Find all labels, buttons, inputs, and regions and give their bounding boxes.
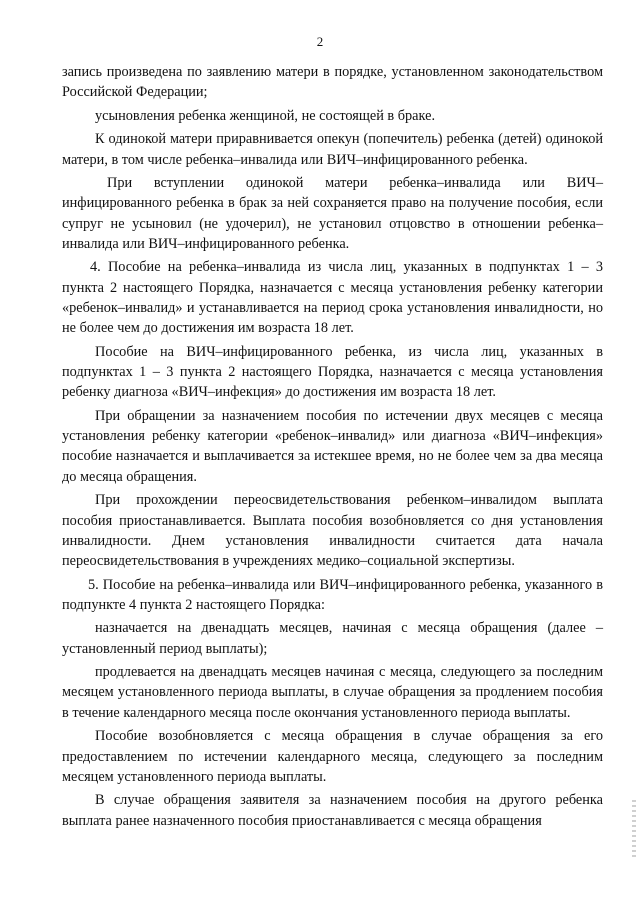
scan-margin-mark (632, 800, 636, 860)
paragraph-11: продлевается на двенадцать месяцев начиная с месяца, следующего за последним месяцем установленного периода выплаты, в случае обращения за продлением пособия в течение календарного месяца после окончания установленного периода выплаты. (62, 664, 603, 721)
paragraph-4: При вступлении одинокой матери ребенка–инвалида или ВИЧ–инфицированного ребенка в брак за ней сохраняется право на получение пособия, если супруг не усыновил (не удочерил), не установил отцовство в отношении ребенка–инвалида или ВИЧ–инфицированного ребенка. (62, 175, 603, 252)
paragraph-12: Пособие возобновляется с месяца обращения в случае обращения за его предоставлением по истечении календарного месяца, следующего за последним месяцем установленного периода выплаты. (62, 728, 603, 785)
document-body (62, 62, 603, 834)
paragraph-2: усыновления ребенка женщиной, не состоящей в браке. (95, 107, 436, 124)
paragraph-13: В случае обращения заявителя за назначением пособия на другого ребенка выплата ранее назначенного пособия приостанавливается с месяца обращения (62, 792, 603, 829)
paragraph-10: назначается на двенадцать месяцев, начиная с месяца обращения (далее – установленный период выплаты); (62, 620, 603, 657)
paragraph-3: К одинокой матери приравнивается опекун (попечитель) ребенка (детей) одинокой матери, в том числе ребенка–инвалида или ВИЧ–инфицированного ребенка. (62, 131, 603, 168)
paragraph-5: 4. Пособие на ребенка–инвалида из числа лиц, указанных в подпунктах 1 – 3 пункта 2 настоящего Порядка, назначается с месяца установления ребенку категории «ребенок–инвалид» и устанавливается на период срока установления инвалидности, но не более чем до достижения им возраста 18 лет. (62, 259, 603, 337)
paragraph-6: Пособие на ВИЧ–инфицированного ребенка, из числа лиц, указанных в подпунктах 1 – 3 пункта 2 настоящего Порядка, назначается с месяца установления ребенку диагноза «ВИЧ–инфекция» до достижения им возраста 18 лет. (62, 343, 603, 401)
paragraph-9: 5. Пособие на ребенка–инвалида или ВИЧ–инфицированного ребенка, указанного в подпункте 4 пункта 2 настоящего Порядка: (62, 576, 603, 613)
page-number: 2 (316, 34, 324, 49)
paragraph-8: При прохождении переосвидетельствования ребенком–инвалидом выплата пособия приостанавливается. Выплата пособия возобновляется со дня установления инвалидности. Днем установления инвалидности считается дата начала переосвидетельствования в учреждениях медико–социальной экспертизы. (62, 492, 603, 570)
paragraph-7: При обращении за назначением пособия по истечении двух месяцев с месяца установления ребенку категории «ребенок–инвалид» или диагноза «ВИЧ–инфекция» пособие назначается и выплачивается за истекшее время, но не более чем за два месяца до месяца обращения. (62, 407, 603, 485)
paragraph-1: запись произведена по заявлению матери в порядке, установленном законодательством Российской Федерации; (62, 64, 603, 101)
